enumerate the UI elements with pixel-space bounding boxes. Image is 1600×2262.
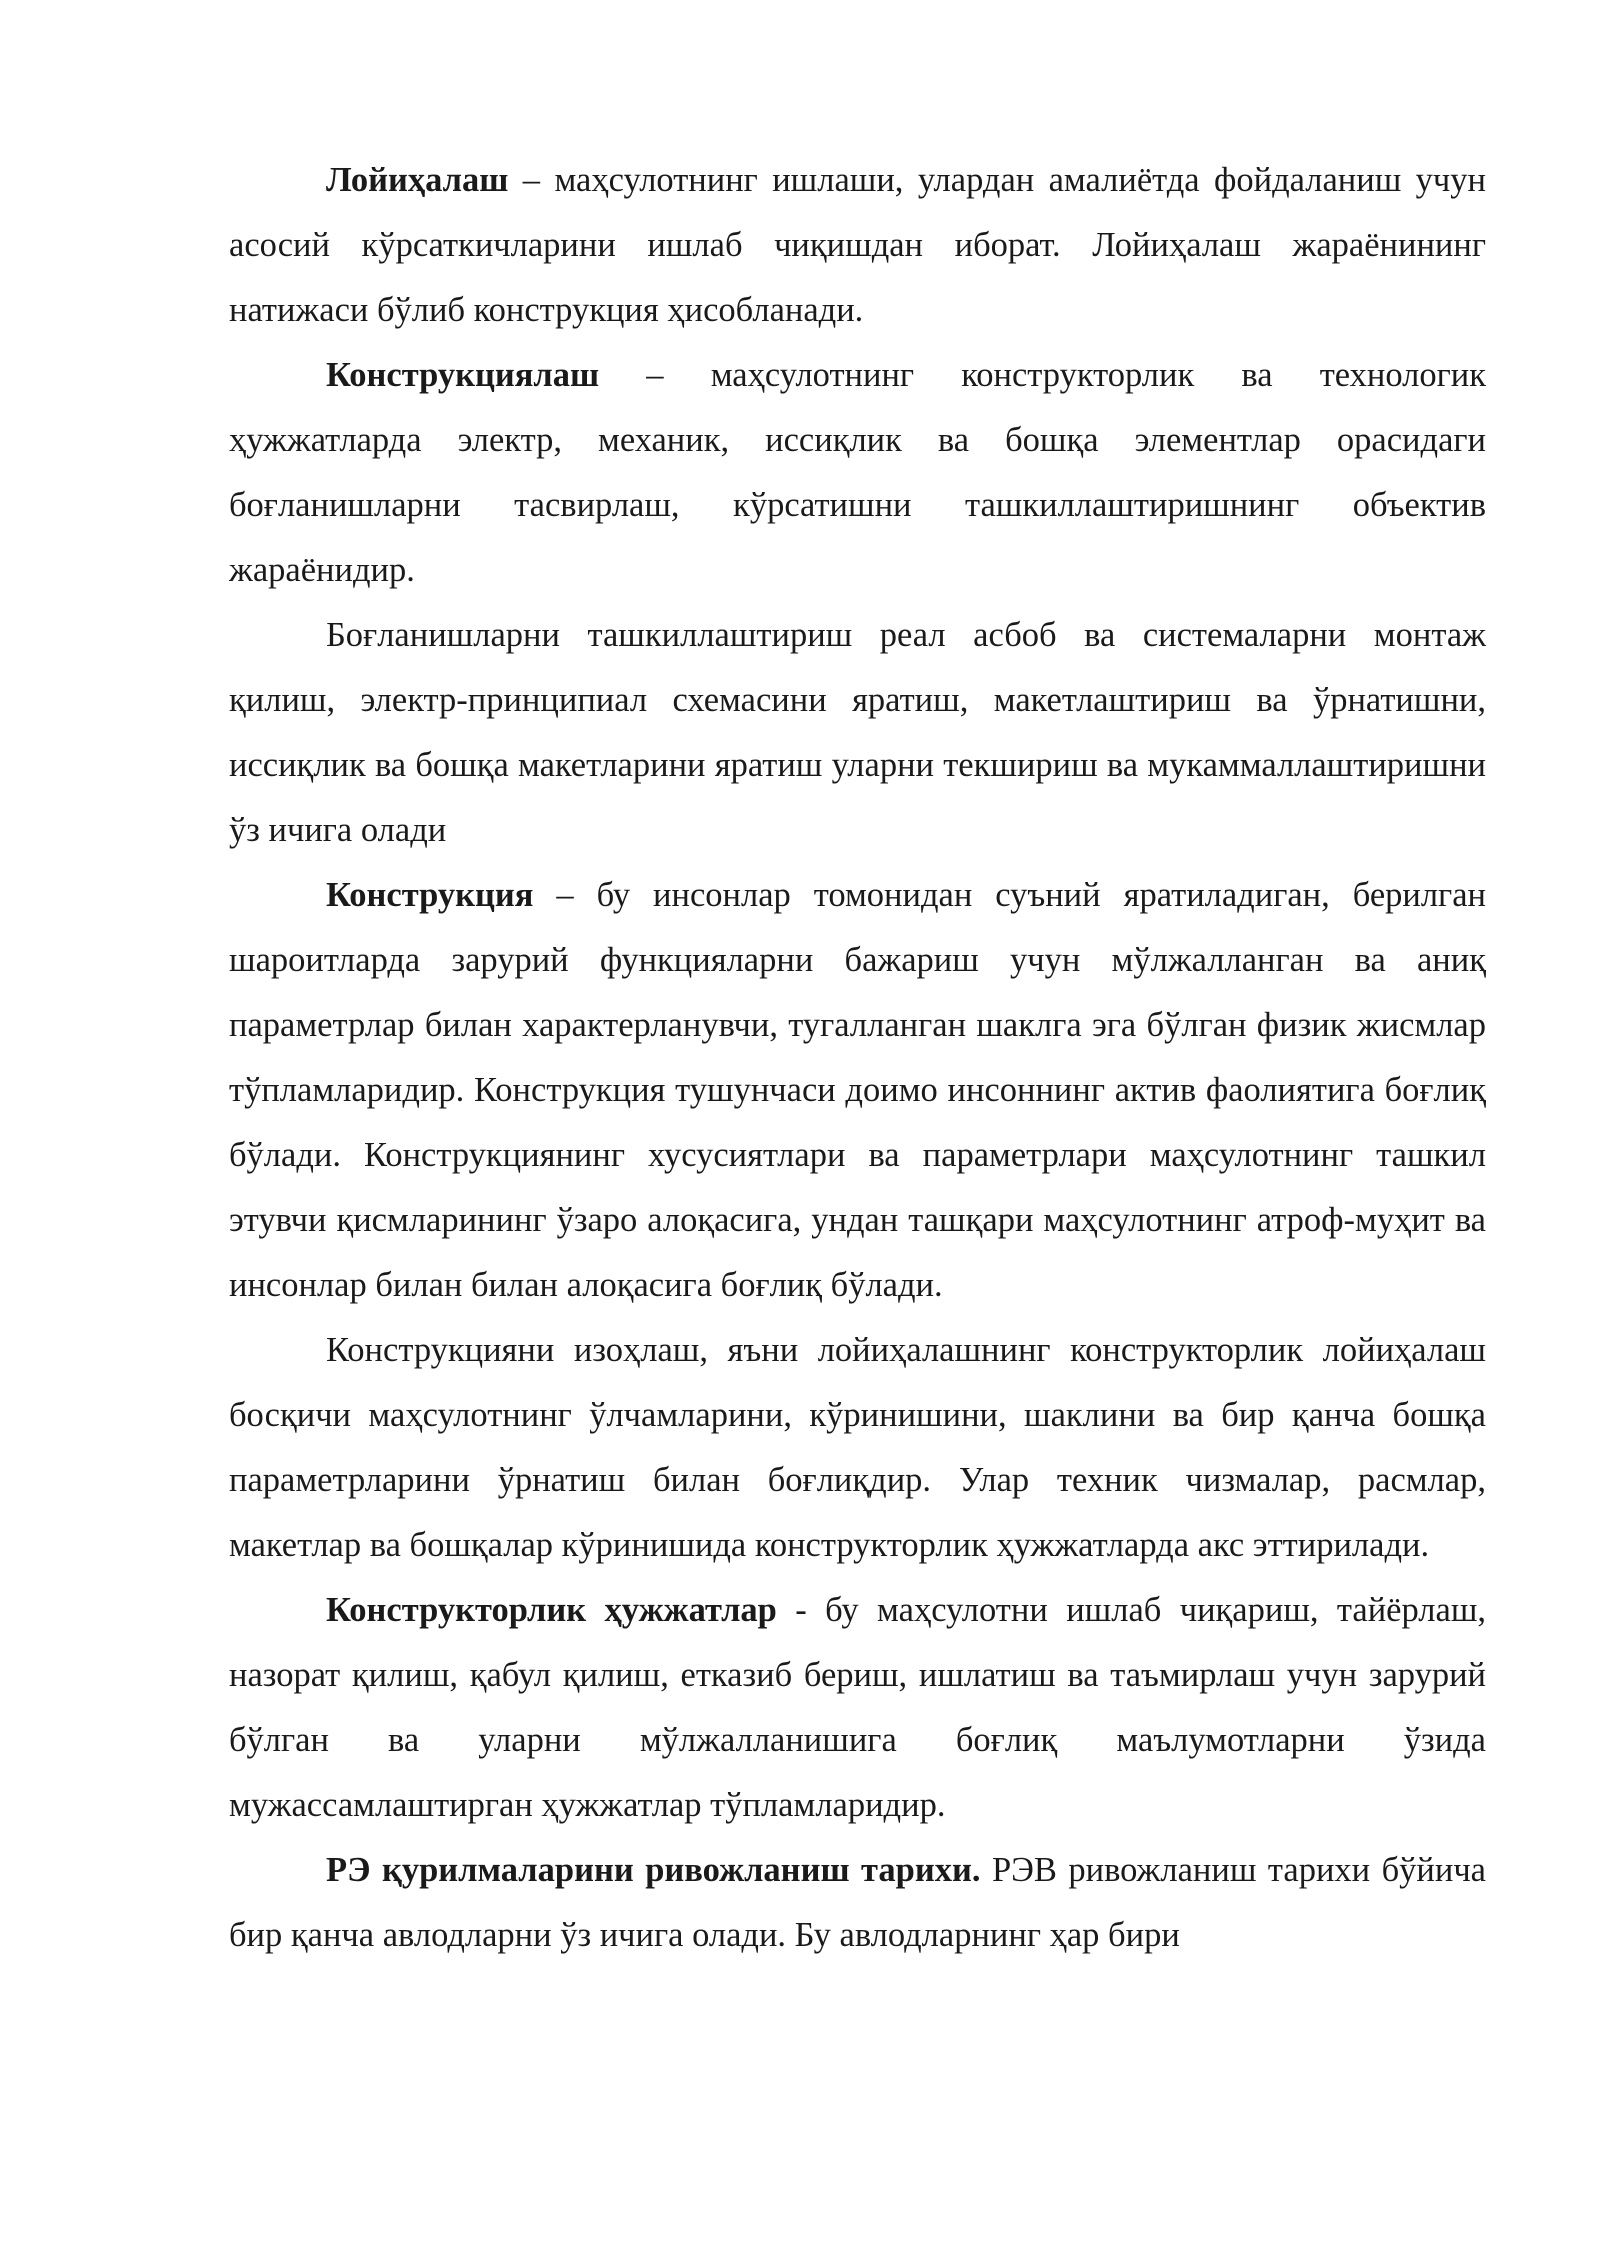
paragraph-text: – маҳсулотнинг конструкторлик ва технологик ҳужжатларда электр, механик, иссиқлик ва бошқа элементлар орасидаги боғланишларни тасвирлаш, кўрсатишни ташкиллаштиришнинг объектив жараёнидир. <box>229 356 1486 589</box>
paragraph-konstruksiyalash <box>229 343 1486 603</box>
paragraph-text: Конструкцияни изоҳлаш, яъни лойиҳалашнинг конструкторлик лойиҳалаш босқичи маҳсулотнинг ўлчамларини, кўринишини, шаклини ва бир қанча бошқа параметрларини ўрнатиш билан боғлиқдир. Улар техник чизмалар, расмлар, макетлар ва бошқалар кўринишида конструкторлик ҳужжатларда акс эттирилади. <box>229 1331 1486 1564</box>
paragraph-boglanishlar <box>229 603 1486 863</box>
term-re-tarixi: РЭ қурилмаларини ривожланиш тарихи. <box>326 1851 981 1889</box>
paragraph-re-tarixi <box>229 1838 1486 1968</box>
term-konstruksiyalash: Конструкциялаш <box>326 356 600 394</box>
paragraph-text: – бу инсонлар томонидан суъний яратиладиган, берилган шароитларда зарурий функцияларни бажариш учун мўлжалланган ва аниқ параметрлар билан характерланувчи, тугалланган шаклга эга бўлган физик жисмлар тўпламларидир. Конструкция тушунчаси доимо инсоннинг актив фаолиятига боғлиқ бўлади. Конструкциянинг хусусиятлари ва параметрлари маҳсулотнинг ташкил этувчи қисмларининг ўзаро алоқасига, ундан ташқари маҳсулотнинг атроф-муҳит ва инсонлар билан билан алоқасига боғлиқ бўлади. <box>229 876 1486 1304</box>
paragraph-konstruksiyani-izohlash <box>229 1318 1486 1578</box>
document-page <box>229 148 1486 1968</box>
paragraph-text: - бу маҳсулотни ишлаб чиқариш, тайёрлаш, назорат қилиш, қабул қилиш, етказиб бериш, ишлатиш ва таъмирлаш учун зарурий бўлган ва уларни мўлжалланишига боғлиқ маълумотларни ўзида мужассамлаштирган ҳужжатлар тўпламларидир. <box>229 1591 1487 1824</box>
term-konstruksiya: Конструкция <box>326 876 534 914</box>
term-konstruktorlik-hujjatlar: Конструкторлик ҳужжатлар <box>326 1591 777 1629</box>
term-loyihalash: Лойиҳалаш <box>326 161 509 199</box>
paragraph-text: – маҳсулотнинг ишлаши, улардан амалиётда фойдаланиш учун асосий кўрсаткичларини ишлаб чиқишдан иборат. Лойиҳалаш жараёнининг натижаси бўлиб конструкция ҳисобланади. <box>229 161 1486 329</box>
paragraph-text: Боғланишларни ташкиллаштириш реал асбоб ва системаларни монтаж қилиш, электр-принципиал схемасини яратиш, макетлаштириш ва ўрнатишни, иссиқлик ва бошқа макетларини яратиш уларни текшириш ва мукаммаллаштиришни ўз ичига олади <box>229 616 1486 849</box>
paragraph-loyihalash <box>229 148 1486 343</box>
paragraph-konstruktorlik-hujjatlar <box>229 1578 1486 1838</box>
paragraph-konstruksiya <box>229 863 1486 1318</box>
paragraph-text: РЭВ ривожланиш тарихи бўйича бир қанча авлодларни ўз ичига олади. Бу авлодларнинг ҳар бири <box>229 1851 1486 1954</box>
